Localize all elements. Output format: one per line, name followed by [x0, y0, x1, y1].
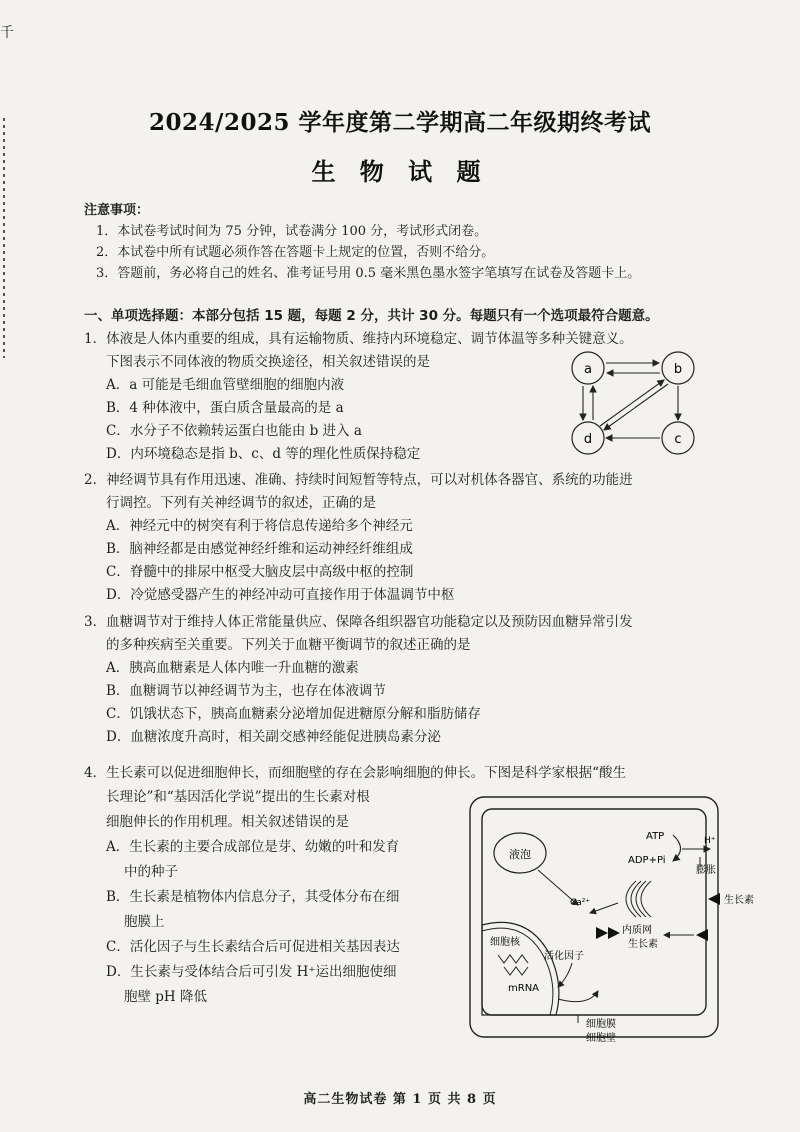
notice-block: [84, 200, 724, 284]
option-line: A．生长素的主要合成部位是芽、幼嫩的叶和发育: [106, 839, 400, 855]
auxin-mechanism-diagram: [468, 795, 768, 1045]
question-stem: 长理论”和“基因活化学说”提出的生长素对根: [106, 789, 370, 805]
notice-item: 1．本试卷考试时间为 75 分钟，试卷满分 100 分，考试形式闭卷。: [96, 224, 488, 239]
svg-text:生长素: 生长素: [724, 895, 754, 906]
option-a: A．a 可能是毛细血管壁细胞的细胞内液: [106, 377, 345, 393]
option-a: [84, 835, 464, 885]
er-label: 内质网: [622, 925, 652, 936]
nucleus: [482, 922, 559, 1015]
question-4: [84, 762, 784, 785]
svg-text:mRNA: mRNA: [508, 983, 540, 994]
activation-factor: [544, 949, 584, 987]
question-stem: 4．生长素可以促进细胞伸长，而细胞壁的存在会影响细胞的伸长。下图是科学家根据“酸生: [84, 765, 626, 781]
question-stem: 的多种疾病至关重要。下列关于血糖平衡调节的叙述正确的是: [106, 637, 471, 653]
svg-text:细胞壁: 细胞壁: [586, 1033, 616, 1044]
svg-text:膨胀: 膨胀: [696, 865, 716, 876]
node-b: [662, 352, 694, 384]
question-stem: 行调控。下列有关神经调节的叙述，正确的是: [106, 495, 376, 511]
wall-label: [586, 1031, 616, 1044]
svg-text:细胞核: 细胞核: [490, 937, 520, 948]
question-stem: 下图表示不同体液的物质交换途径，相关叙述错误的是: [106, 354, 430, 370]
option-d: D．血糖浓度升高时，相关副交感神经能促进胰岛素分泌: [106, 729, 441, 745]
option-line: B．生长素是植物体内信息分子，其受体分布在细: [106, 889, 400, 905]
svg-text:ADP+Pi: ADP+Pi: [628, 855, 666, 866]
svg-text:b: b: [673, 362, 683, 377]
svg-text:d: d: [583, 432, 593, 447]
option-a: A．神经元中的树突有利于将信息传递给多个神经元: [106, 518, 413, 534]
auxin-receptor: [596, 927, 708, 950]
node-c: [662, 422, 694, 454]
page-footer: 高二生物试卷 第 1 页 共 8 页: [303, 1092, 497, 1107]
cell-wall-outline: [470, 797, 718, 1037]
subject-title: 生 物 试 题: [311, 157, 489, 186]
question-3: [84, 611, 784, 749]
svg-text:c: c: [674, 432, 682, 447]
question-stem: 1．体液是人体内重要的组成，具有运输物质、维持内环境稳定、调节体温等多种关键意义。: [84, 331, 633, 347]
option-b: B．脑神经都是由感觉神经纤维和运动神经纤维组成: [106, 541, 413, 557]
notice-item: 2．本试卷中所有试题必须作答在答题卡上规定的位置，否则不给分。: [96, 245, 495, 260]
edge-mark: 千: [0, 25, 14, 41]
question-4-body: [84, 785, 464, 1010]
question-stem: 细胞伸长的作用机理。相关叙述错误的是: [106, 814, 349, 830]
option-c: C．饥饿状态下，胰高血糖素分泌增加促进糖原分解和脂肪储存: [106, 706, 481, 722]
option-a: A．胰高血糖素是人体内唯一升血糖的激素: [106, 660, 359, 676]
section-heading: 一、单项选择题：本部分包括 15 题，每题 2 分，共计 30 分。每题只有一个选项最符合题意。: [84, 308, 659, 324]
notice-heading: 注意事项：: [84, 203, 150, 218]
option-line: C．活化因子与生长素结合后可促进相关基因表达: [106, 939, 400, 955]
question-stem: 2．神经调节具有作用迅速、准确、持续时间短暂等特点，可以对机体各器官、系统的功能进: [84, 472, 633, 488]
svg-text:液泡: 液泡: [509, 848, 531, 861]
calcium-label: Ca²⁺: [570, 898, 591, 908]
svg-text:活化因子: 活化因子: [544, 951, 584, 962]
vacuole: [494, 833, 546, 873]
proton-pump: [628, 831, 716, 866]
option-b: B．4 种体液中，蛋白质含量最高的是 a: [106, 400, 344, 416]
svg-text:H⁺: H⁺: [704, 836, 716, 846]
svg-text:a: a: [584, 362, 592, 377]
option-line: 胞膜上: [124, 914, 165, 930]
svg-text:生长素: 生长素: [628, 939, 658, 950]
option-b: B．血糖调节以神经调节为主，也存在体液调节: [106, 683, 386, 699]
option-c: C．水分子不依赖转运蛋白也能由 b 进入 a: [106, 423, 362, 439]
question-stem: 3．血糖调节对于维持人体正常能量供应、保障各组织器官功能稳定以及预防因血糖异常引发: [84, 614, 633, 630]
option-d: D．内环境稳态是指 b、c、d 等的理化性质保持稳定: [106, 446, 421, 462]
option-b: [84, 885, 464, 935]
option-line: 胞壁 pH 降低: [124, 989, 207, 1005]
node-a: [572, 352, 604, 384]
option-line: 中的种子: [124, 864, 178, 880]
option-c: C．脊髓中的排尿中枢受大脑皮层中高级中枢的控制: [106, 564, 414, 580]
option-line: D．生长素与受体结合后可引发 H⁺运出细胞使细: [106, 964, 397, 980]
notice-item: 3．答题前，务必将自己的姓名、准考证号用 0.5 毫米黑色墨水签字笔填写在试卷及答题卡上。: [96, 266, 641, 281]
option-d: D．冷觉感受器产生的神经冲动可直接作用于体温调节中枢: [106, 587, 455, 603]
fluid-exchange-diagram: [560, 350, 710, 460]
svg-text:ATP: ATP: [646, 831, 665, 842]
auxin-outside: [708, 893, 754, 906]
question-2: [84, 469, 784, 607]
endoplasmic-reticulum: [590, 881, 651, 917]
svg-text:细胞膜: 细胞膜: [586, 1019, 616, 1030]
option-d: [84, 960, 464, 1010]
node-d: [572, 422, 604, 454]
option-c: [84, 935, 464, 960]
membrane-label: [578, 1015, 616, 1030]
exam-title: 2024/2025 学年度第二学期高二年级期终考试: [149, 109, 651, 136]
